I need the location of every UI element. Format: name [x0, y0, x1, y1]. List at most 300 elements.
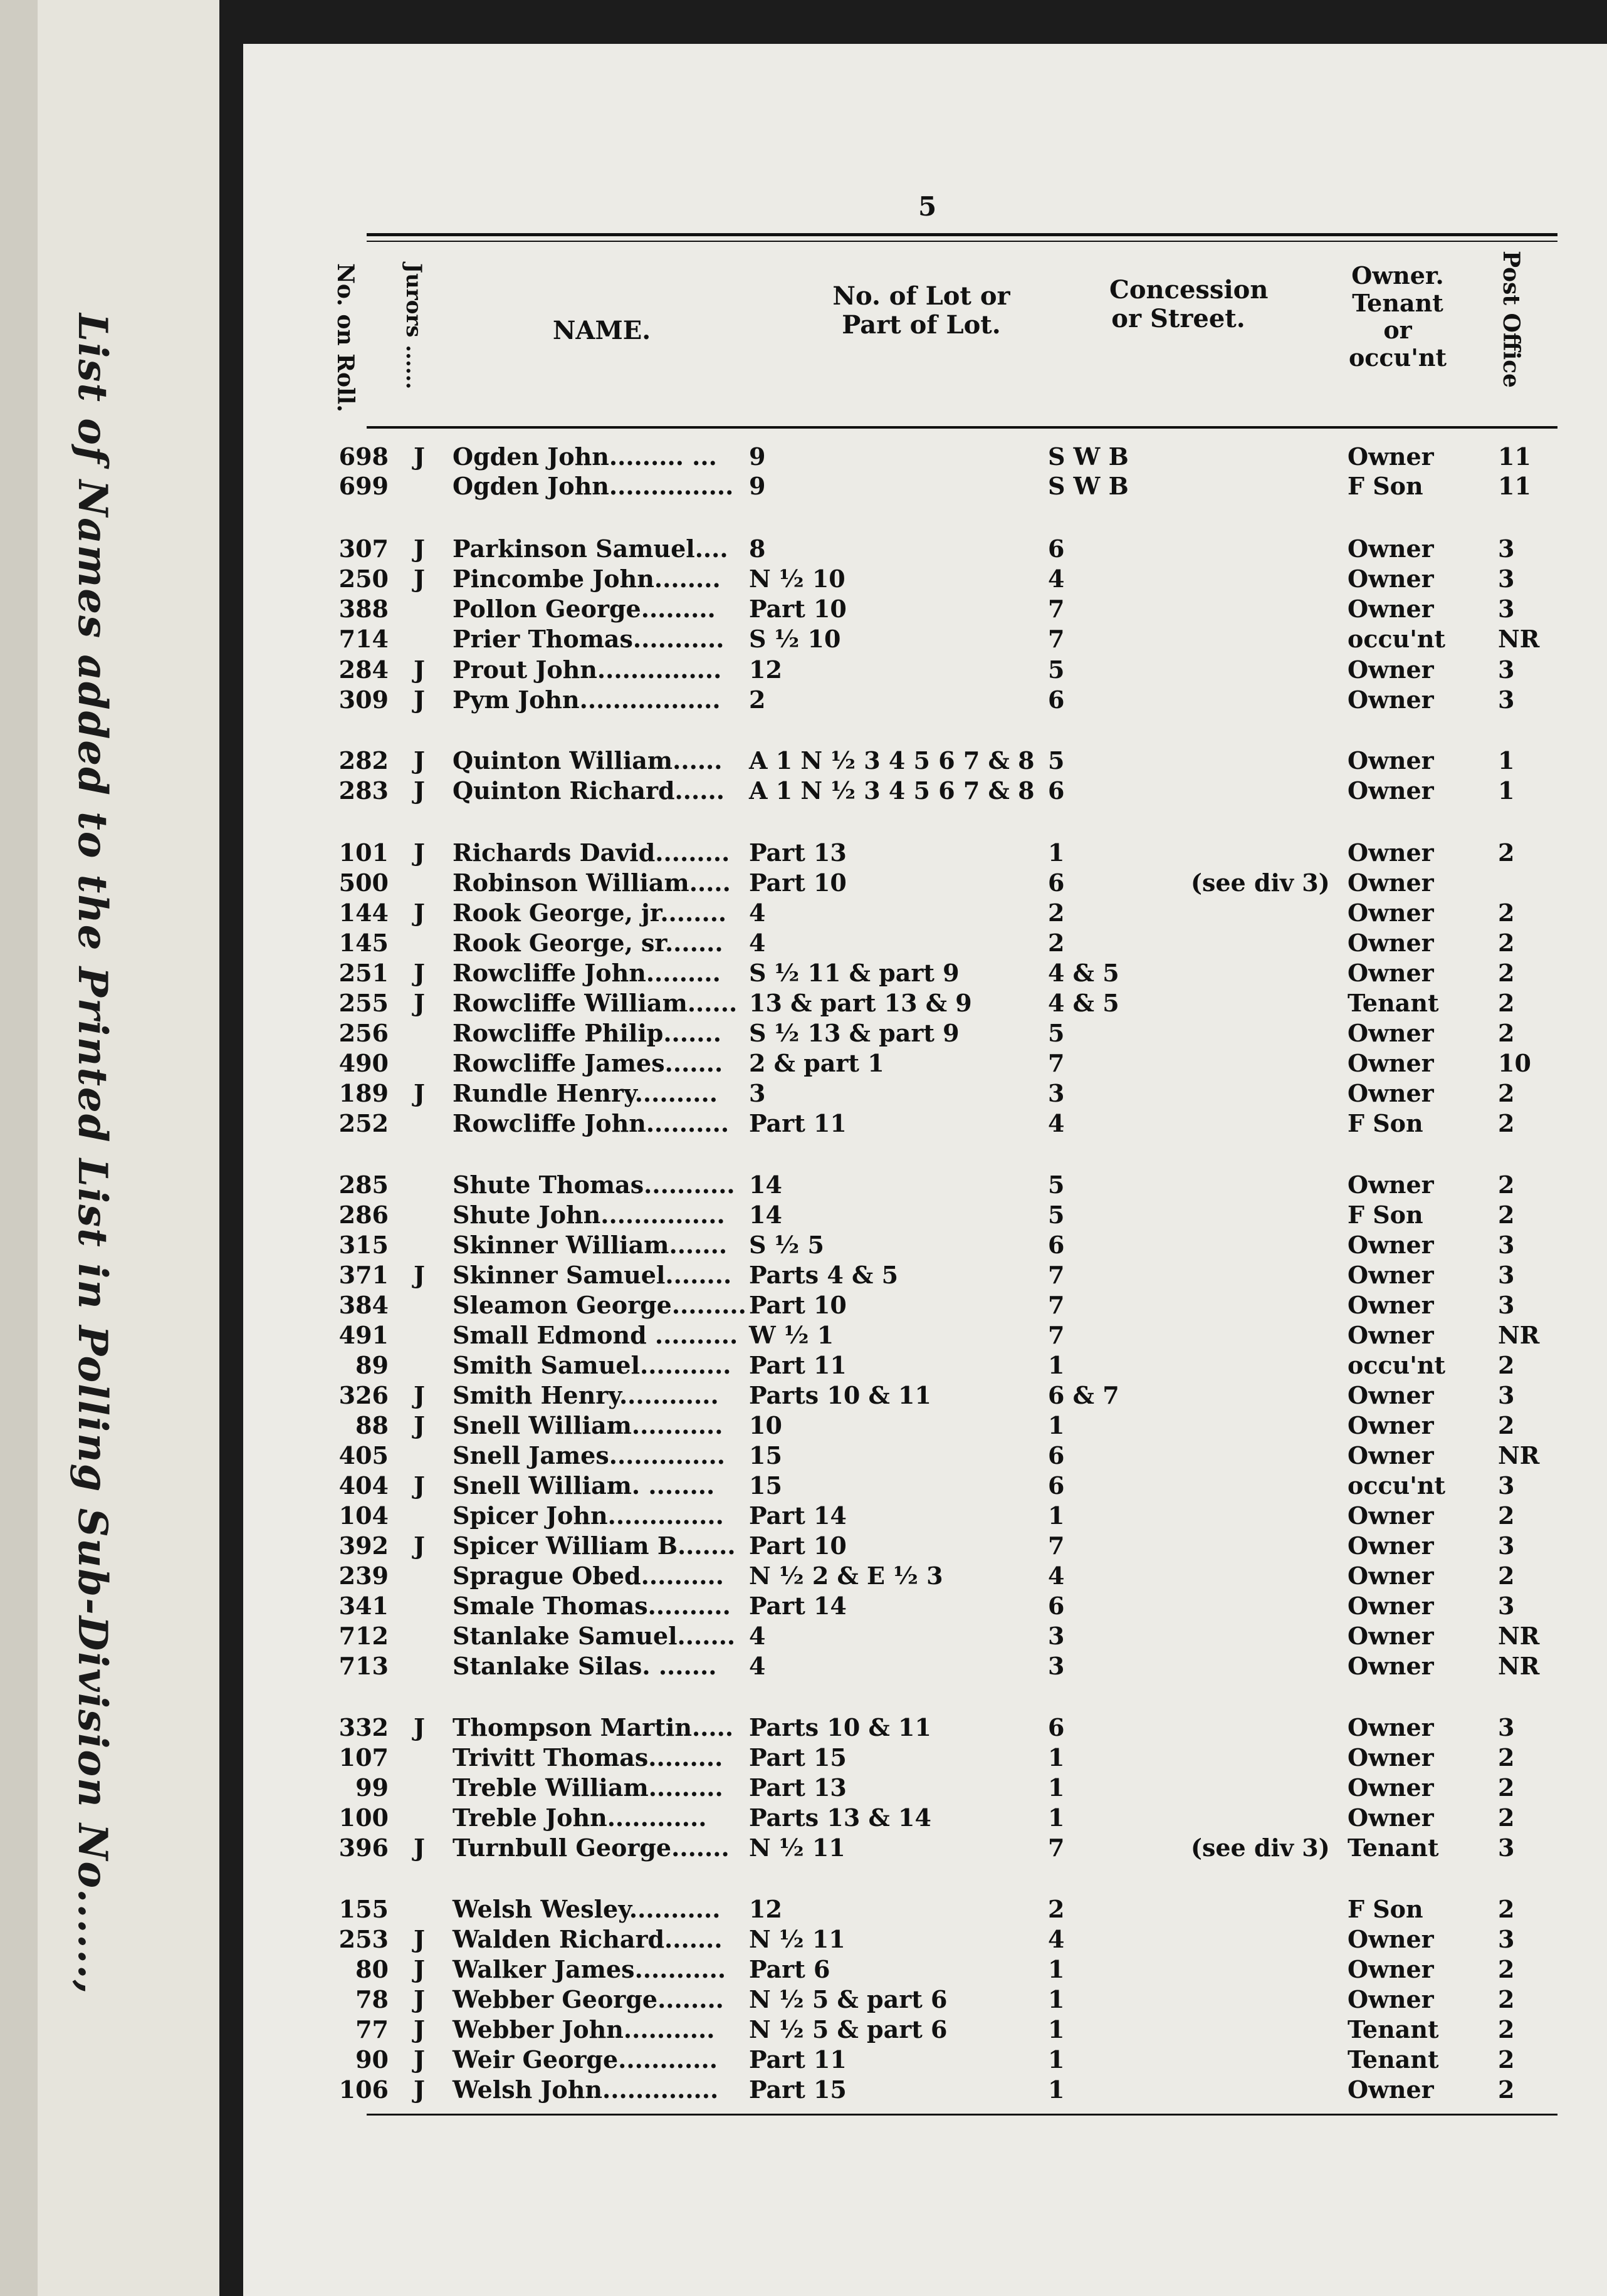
roll-number: 713 [338, 1652, 389, 1680]
roll-number: 371 [338, 1261, 389, 1289]
lot-number: Parts 4 & 5 [749, 1261, 899, 1289]
page-number: 5 [918, 191, 937, 222]
elector-name: Rowcliffe John.......... [453, 1109, 730, 1137]
juror-mark: J [414, 442, 425, 471]
concession: 3 [1048, 1079, 1065, 1107]
elector-name: Quinton William...... [453, 746, 723, 775]
lot-number: Part 15 [749, 2075, 847, 2104]
elector-name: Stanlake Silas. ....... [453, 1652, 717, 1680]
post-office: 3 [1498, 1834, 1515, 1862]
table-row [0, 1621, 1607, 1651]
table-row [0, 1290, 1607, 1320]
elector-name: Rowcliffe William...... [453, 989, 738, 1017]
post-office: 2 [1498, 2075, 1515, 2104]
post-office: 2 [1498, 1955, 1515, 1983]
lot-number: 14 [749, 1171, 782, 1199]
lot-number: N ½ 11 [749, 1925, 845, 1953]
table-row [0, 1985, 1607, 2015]
concession: 6 [1048, 1713, 1065, 1741]
post-office: 3 [1498, 1592, 1515, 1620]
ownership-status: Owner [1348, 746, 1434, 775]
post-office: 2 [1498, 1201, 1515, 1229]
table-row [0, 2045, 1607, 2075]
ownership-status: Owner [1348, 1622, 1434, 1650]
lot-number: 10 [749, 1411, 782, 1439]
roll-number: 107 [338, 1743, 389, 1772]
ownership-status: Owner [1348, 1592, 1434, 1620]
elector-name: Quinton Richard...... [453, 776, 725, 805]
lot-number: 13 & part 13 & 9 [749, 989, 972, 1017]
juror-mark: J [414, 1079, 425, 1107]
roll-number: 309 [338, 686, 389, 714]
elector-name: Turnbull George....... [453, 1834, 730, 1862]
lot-number: Part 15 [749, 1743, 847, 1772]
lot-number: 2 [749, 686, 766, 714]
table-row [0, 1773, 1607, 1803]
concession: 1 [1048, 838, 1065, 867]
post-office: 3 [1498, 1471, 1515, 1500]
ownership-status: occu'nt [1348, 1351, 1446, 1379]
lot-number: 4 [749, 929, 766, 957]
juror-mark: J [414, 1381, 425, 1409]
juror-mark: J [414, 1834, 425, 1862]
table-row [0, 1954, 1607, 1985]
roll-number: 256 [338, 1019, 389, 1047]
lot-number: A 1 N ½ 3 4 5 6 7 & 8 [749, 746, 1035, 775]
elector-name: Welsh John.............. [453, 2075, 719, 2104]
elector-name: Prout John............... [453, 655, 722, 684]
concession: 7 [1048, 595, 1065, 623]
table-row [0, 1170, 1607, 1200]
lot-number: 15 [749, 1471, 782, 1500]
division-note: (see div 3) [1191, 869, 1330, 897]
juror-mark: J [414, 686, 425, 714]
elector-name: Robinson William..... [453, 869, 731, 897]
table-row [0, 624, 1607, 654]
ownership-status: Owner [1348, 1501, 1434, 1530]
table-row [0, 471, 1607, 501]
post-office: 2 [1498, 1171, 1515, 1199]
concession: 1 [1048, 1501, 1065, 1530]
lot-number: Part 10 [749, 1291, 847, 1319]
post-office: NR [1498, 1652, 1540, 1680]
elector-name: Rowcliffe Philip....... [453, 1019, 721, 1047]
ownership-status: F Son [1348, 472, 1423, 500]
post-office: 2 [1498, 1411, 1515, 1439]
juror-mark: J [414, 1471, 425, 1500]
table-row [0, 1109, 1607, 1139]
concession: 4 [1048, 1562, 1065, 1590]
roll-number: 285 [338, 1171, 389, 1199]
ownership-status: Owner [1348, 1743, 1434, 1772]
post-office: 2 [1498, 1985, 1515, 2013]
table-row [0, 1743, 1607, 1773]
lot-number: Part 13 [749, 838, 847, 867]
ownership-status: occu'nt [1348, 1471, 1446, 1500]
concession: 6 [1048, 1471, 1065, 1500]
roll-number: 78 [355, 1985, 389, 2013]
roll-number: 384 [338, 1291, 389, 1319]
elector-name: Rowcliffe James....... [453, 1049, 723, 1077]
roll-number: 500 [338, 869, 389, 897]
post-office: 2 [1498, 1743, 1515, 1772]
header-roll: No. on Roll. [332, 263, 359, 412]
post-office: 11 [1498, 472, 1531, 500]
table-row [0, 898, 1607, 928]
post-office: 3 [1498, 1713, 1515, 1741]
elector-name: Rundle Henry.......... [453, 1079, 718, 1107]
table-bottom-rule [367, 2114, 1557, 2116]
table-row [0, 564, 1607, 594]
lot-number: Part 11 [749, 1351, 847, 1379]
table-row [0, 442, 1607, 472]
roll-number: 251 [338, 959, 389, 987]
elector-name: Spicer John.............. [453, 1501, 724, 1530]
ownership-status: Owner [1348, 1049, 1434, 1077]
roll-number: 77 [355, 2015, 389, 2043]
concession: 7 [1048, 1321, 1065, 1349]
roll-number: 712 [338, 1622, 389, 1650]
roll-number: 239 [338, 1562, 389, 1590]
table-row [0, 1531, 1607, 1561]
ownership-status: Owner [1348, 686, 1434, 714]
juror-mark: J [414, 959, 425, 987]
ownership-status: Owner [1348, 1562, 1434, 1590]
concession: 7 [1048, 1834, 1065, 1862]
table-row [0, 1651, 1607, 1681]
lot-number: Parts 13 & 14 [749, 1803, 931, 1832]
ownership-status: Owner [1348, 1411, 1434, 1439]
ownership-status: F Son [1348, 1109, 1423, 1137]
ownership-status: occu'nt [1348, 625, 1446, 653]
ownership-status: Owner [1348, 1652, 1434, 1680]
post-office: 3 [1498, 565, 1515, 593]
juror-mark: J [414, 1261, 425, 1289]
roll-number: 332 [338, 1713, 389, 1741]
post-office: 2 [1498, 838, 1515, 867]
lot-number: 3 [749, 1079, 766, 1107]
table-row [0, 1200, 1607, 1230]
lot-number: 14 [749, 1201, 782, 1229]
table-row [0, 1441, 1607, 1471]
roll-number: 491 [338, 1321, 389, 1349]
concession: 5 [1048, 1201, 1065, 1229]
header-name: NAME. [552, 316, 651, 345]
concession: S W B [1048, 442, 1129, 471]
lot-number: N ½ 5 & part 6 [749, 2015, 948, 2043]
lot-number: 4 [749, 899, 766, 927]
table-row [0, 1803, 1607, 1833]
concession: 4 [1048, 565, 1065, 593]
header-owner: Owner. Tenant or occu'nt [1348, 261, 1447, 372]
juror-mark: J [414, 1985, 425, 2013]
elector-name: Sleamon George......... [453, 1291, 746, 1319]
table-row [0, 1018, 1607, 1048]
roll-number: 315 [338, 1231, 389, 1259]
post-office: 2 [1498, 1773, 1515, 1802]
post-office: 3 [1498, 1231, 1515, 1259]
elector-name: Smith Henry............ [453, 1381, 719, 1409]
elector-name: Pollon George......... [453, 595, 716, 623]
lot-number: 2 & part 1 [749, 1049, 884, 1077]
elector-name: Rook George, sr....... [453, 929, 723, 957]
table-row [0, 928, 1607, 958]
concession: 4 & 5 [1048, 959, 1119, 987]
roll-number: 698 [338, 442, 389, 471]
post-office: 2 [1498, 929, 1515, 957]
post-office: 3 [1498, 1925, 1515, 1953]
post-office: 3 [1498, 655, 1515, 684]
table-row [0, 746, 1607, 776]
post-office: 2 [1498, 1019, 1515, 1047]
roll-number: 286 [338, 1201, 389, 1229]
post-office: 3 [1498, 686, 1515, 714]
lot-number: Part 10 [749, 1532, 847, 1560]
elector-name: Thompson Martin..... [453, 1713, 734, 1741]
roll-number: 326 [338, 1381, 389, 1409]
elector-name: Richards David......... [453, 838, 730, 867]
elector-name: Shute Thomas........... [453, 1171, 735, 1199]
ownership-status: Owner [1348, 1713, 1434, 1741]
roll-number: 189 [338, 1079, 389, 1107]
concession: 1 [1048, 2045, 1065, 2074]
ownership-status: Owner [1348, 959, 1434, 987]
elector-name: Pym John................. [453, 686, 721, 714]
ownership-status: Owner [1348, 1381, 1434, 1409]
ownership-status: Owner [1348, 1019, 1434, 1047]
lot-number: Part 14 [749, 1501, 847, 1530]
lot-number: 4 [749, 1622, 766, 1650]
table-row [0, 1833, 1607, 1863]
lot-number: Parts 10 & 11 [749, 1381, 931, 1409]
elector-name: Snell William........... [453, 1411, 723, 1439]
concession: 6 [1048, 1592, 1065, 1620]
post-office: 3 [1498, 535, 1515, 563]
post-office: 11 [1498, 442, 1531, 471]
table-row [0, 1501, 1607, 1531]
table-row [0, 534, 1607, 564]
concession: 5 [1048, 1019, 1065, 1047]
elector-name: Snell William. ........ [453, 1471, 715, 1500]
juror-mark: J [414, 2075, 425, 2104]
ownership-status: Owner [1348, 1985, 1434, 2013]
post-office: NR [1498, 625, 1540, 653]
lot-number: 9 [749, 442, 766, 471]
lot-number: Part 14 [749, 1592, 847, 1620]
concession: 6 [1048, 535, 1065, 563]
header-bottom-rule [367, 426, 1557, 429]
header-lot: No. of Lot or Part of Lot. [832, 281, 1010, 340]
lot-number: A 1 N ½ 3 4 5 6 7 & 8 [749, 776, 1035, 805]
roll-number: 341 [338, 1592, 389, 1620]
table-row [0, 2015, 1607, 2045]
concession: S W B [1048, 472, 1129, 500]
post-office: 2 [1498, 899, 1515, 927]
juror-mark: J [414, 989, 425, 1017]
table-row [0, 1924, 1607, 1954]
table-row [0, 1048, 1607, 1078]
lot-number: 4 [749, 1652, 766, 1680]
roll-number: 388 [338, 595, 389, 623]
table-row [0, 1561, 1607, 1591]
concession: 4 & 5 [1048, 989, 1119, 1017]
post-office: 3 [1498, 1261, 1515, 1289]
table-row [0, 685, 1607, 715]
concession: 1 [1048, 1955, 1065, 1983]
post-office: 2 [1498, 1562, 1515, 1590]
post-office: 10 [1498, 1049, 1531, 1077]
lot-number: 12 [749, 1895, 782, 1923]
elector-name: Small Edmond .......... [453, 1321, 738, 1349]
roll-number: 100 [338, 1803, 389, 1832]
table-row [0, 1713, 1607, 1743]
concession: 6 [1048, 686, 1065, 714]
roll-number: 106 [338, 2075, 389, 2104]
elector-name: Treble John............ [453, 1803, 707, 1832]
ownership-status: Owner [1348, 1532, 1434, 1560]
juror-mark: J [414, 899, 425, 927]
ownership-status: Owner [1348, 1803, 1434, 1832]
ownership-status: Tenant [1348, 1834, 1439, 1862]
roll-number: 145 [338, 929, 389, 957]
table-row [0, 1078, 1607, 1109]
elector-name: Webber John........... [453, 2015, 715, 2043]
post-office: 2 [1498, 1351, 1515, 1379]
post-office: 3 [1498, 1532, 1515, 1560]
ownership-status: Owner [1348, 1925, 1434, 1953]
elector-name: Rowcliffe John......... [453, 959, 721, 987]
header-top-rule-thin [367, 241, 1557, 242]
table-row [0, 1471, 1607, 1501]
roll-number: 282 [338, 746, 389, 775]
juror-mark: J [414, 838, 425, 867]
elector-name: Smith Samuel........... [453, 1351, 731, 1379]
ownership-status: Owner [1348, 655, 1434, 684]
juror-mark: J [414, 1925, 425, 1953]
ownership-status: Owner [1348, 1321, 1434, 1349]
juror-mark: J [414, 1955, 425, 1983]
concession: 5 [1048, 655, 1065, 684]
roll-number: 699 [338, 472, 389, 500]
ownership-status: Owner [1348, 1773, 1434, 1802]
concession: 7 [1048, 625, 1065, 653]
ownership-status: Owner [1348, 1171, 1434, 1199]
table-row [0, 655, 1607, 685]
ownership-status: Owner [1348, 442, 1434, 471]
lot-number: S ½ 10 [749, 625, 841, 653]
roll-number: 255 [338, 989, 389, 1017]
ownership-status: Owner [1348, 2075, 1434, 2104]
post-office: 3 [1498, 1381, 1515, 1409]
concession: 6 & 7 [1048, 1381, 1119, 1409]
roll-number: 101 [338, 838, 389, 867]
juror-mark: J [414, 2015, 425, 2043]
concession: 3 [1048, 1652, 1065, 1680]
concession: 7 [1048, 1532, 1065, 1560]
table-row [0, 1320, 1607, 1350]
juror-mark: J [414, 2045, 425, 2074]
ownership-status: Owner [1348, 899, 1434, 927]
elector-name: Pincombe John........ [453, 565, 721, 593]
concession: 3 [1048, 1622, 1065, 1650]
elector-name: Weir George............ [453, 2045, 718, 2074]
roll-number: 88 [355, 1411, 389, 1439]
elector-name: Smale Thomas.......... [453, 1592, 731, 1620]
juror-mark: J [414, 1532, 425, 1560]
table-row [0, 776, 1607, 806]
lot-number: N ½ 10 [749, 565, 845, 593]
roll-number: 104 [338, 1501, 389, 1530]
juror-mark: J [414, 565, 425, 593]
post-office: 2 [1498, 1079, 1515, 1107]
lot-number: N ½ 2 & E ½ 3 [749, 1562, 943, 1590]
ownership-status: Owner [1348, 1079, 1434, 1107]
post-office: 2 [1498, 2045, 1515, 2074]
header-top-rule [367, 233, 1557, 236]
juror-mark: J [414, 776, 425, 805]
ownership-status: Owner [1348, 535, 1434, 563]
table-row [0, 1894, 1607, 1924]
post-office: 2 [1498, 989, 1515, 1017]
roll-number: 283 [338, 776, 389, 805]
roll-number: 250 [338, 565, 389, 593]
concession: 2 [1048, 899, 1065, 927]
concession: 1 [1048, 1743, 1065, 1772]
post-office: 2 [1498, 1109, 1515, 1137]
lot-number: Part 10 [749, 869, 847, 897]
lot-number: Parts 10 & 11 [749, 1713, 931, 1741]
table-row [0, 1230, 1607, 1260]
post-office: NR [1498, 1441, 1540, 1469]
header-concession: Concession or Street. [1109, 275, 1269, 333]
concession: 1 [1048, 2015, 1065, 2043]
table-row [0, 2075, 1607, 2105]
table-row [0, 1411, 1607, 1441]
ownership-status: Owner [1348, 565, 1434, 593]
concession: 4 [1048, 1109, 1065, 1137]
lot-number: 15 [749, 1441, 782, 1469]
post-office: NR [1498, 1321, 1540, 1349]
concession: 1 [1048, 1803, 1065, 1832]
roll-number: 253 [338, 1925, 389, 1953]
lot-number: N ½ 5 & part 6 [749, 1985, 948, 2013]
concession: 6 [1048, 869, 1065, 897]
elector-name: Snell James.............. [453, 1441, 725, 1469]
table-row [0, 958, 1607, 988]
post-office: 3 [1498, 595, 1515, 623]
table-row [0, 988, 1607, 1018]
table-row [0, 838, 1607, 868]
roll-number: 90 [355, 2045, 389, 2074]
table-row [0, 1350, 1607, 1380]
elector-name: Ogden John......... ... [453, 442, 717, 471]
ownership-status: Owner [1348, 1231, 1434, 1259]
juror-mark: J [414, 1713, 425, 1741]
lot-number: 12 [749, 655, 782, 684]
lot-number: Part 6 [749, 1955, 830, 1983]
elector-name: Webber George........ [453, 1985, 724, 2013]
elector-name: Rook George, jr........ [453, 899, 727, 927]
ownership-status: Owner [1348, 1441, 1434, 1469]
concession: 1 [1048, 1411, 1065, 1439]
lot-number: 8 [749, 535, 766, 563]
side-title: List of Names added to the Printed List in Polling Sub-Division No......, [69, 313, 116, 1995]
roll-number: 80 [355, 1955, 389, 1983]
elector-name: Walker James........... [453, 1955, 726, 1983]
table-row [0, 1591, 1607, 1621]
lot-number: 9 [749, 472, 766, 500]
concession: 5 [1048, 746, 1065, 775]
